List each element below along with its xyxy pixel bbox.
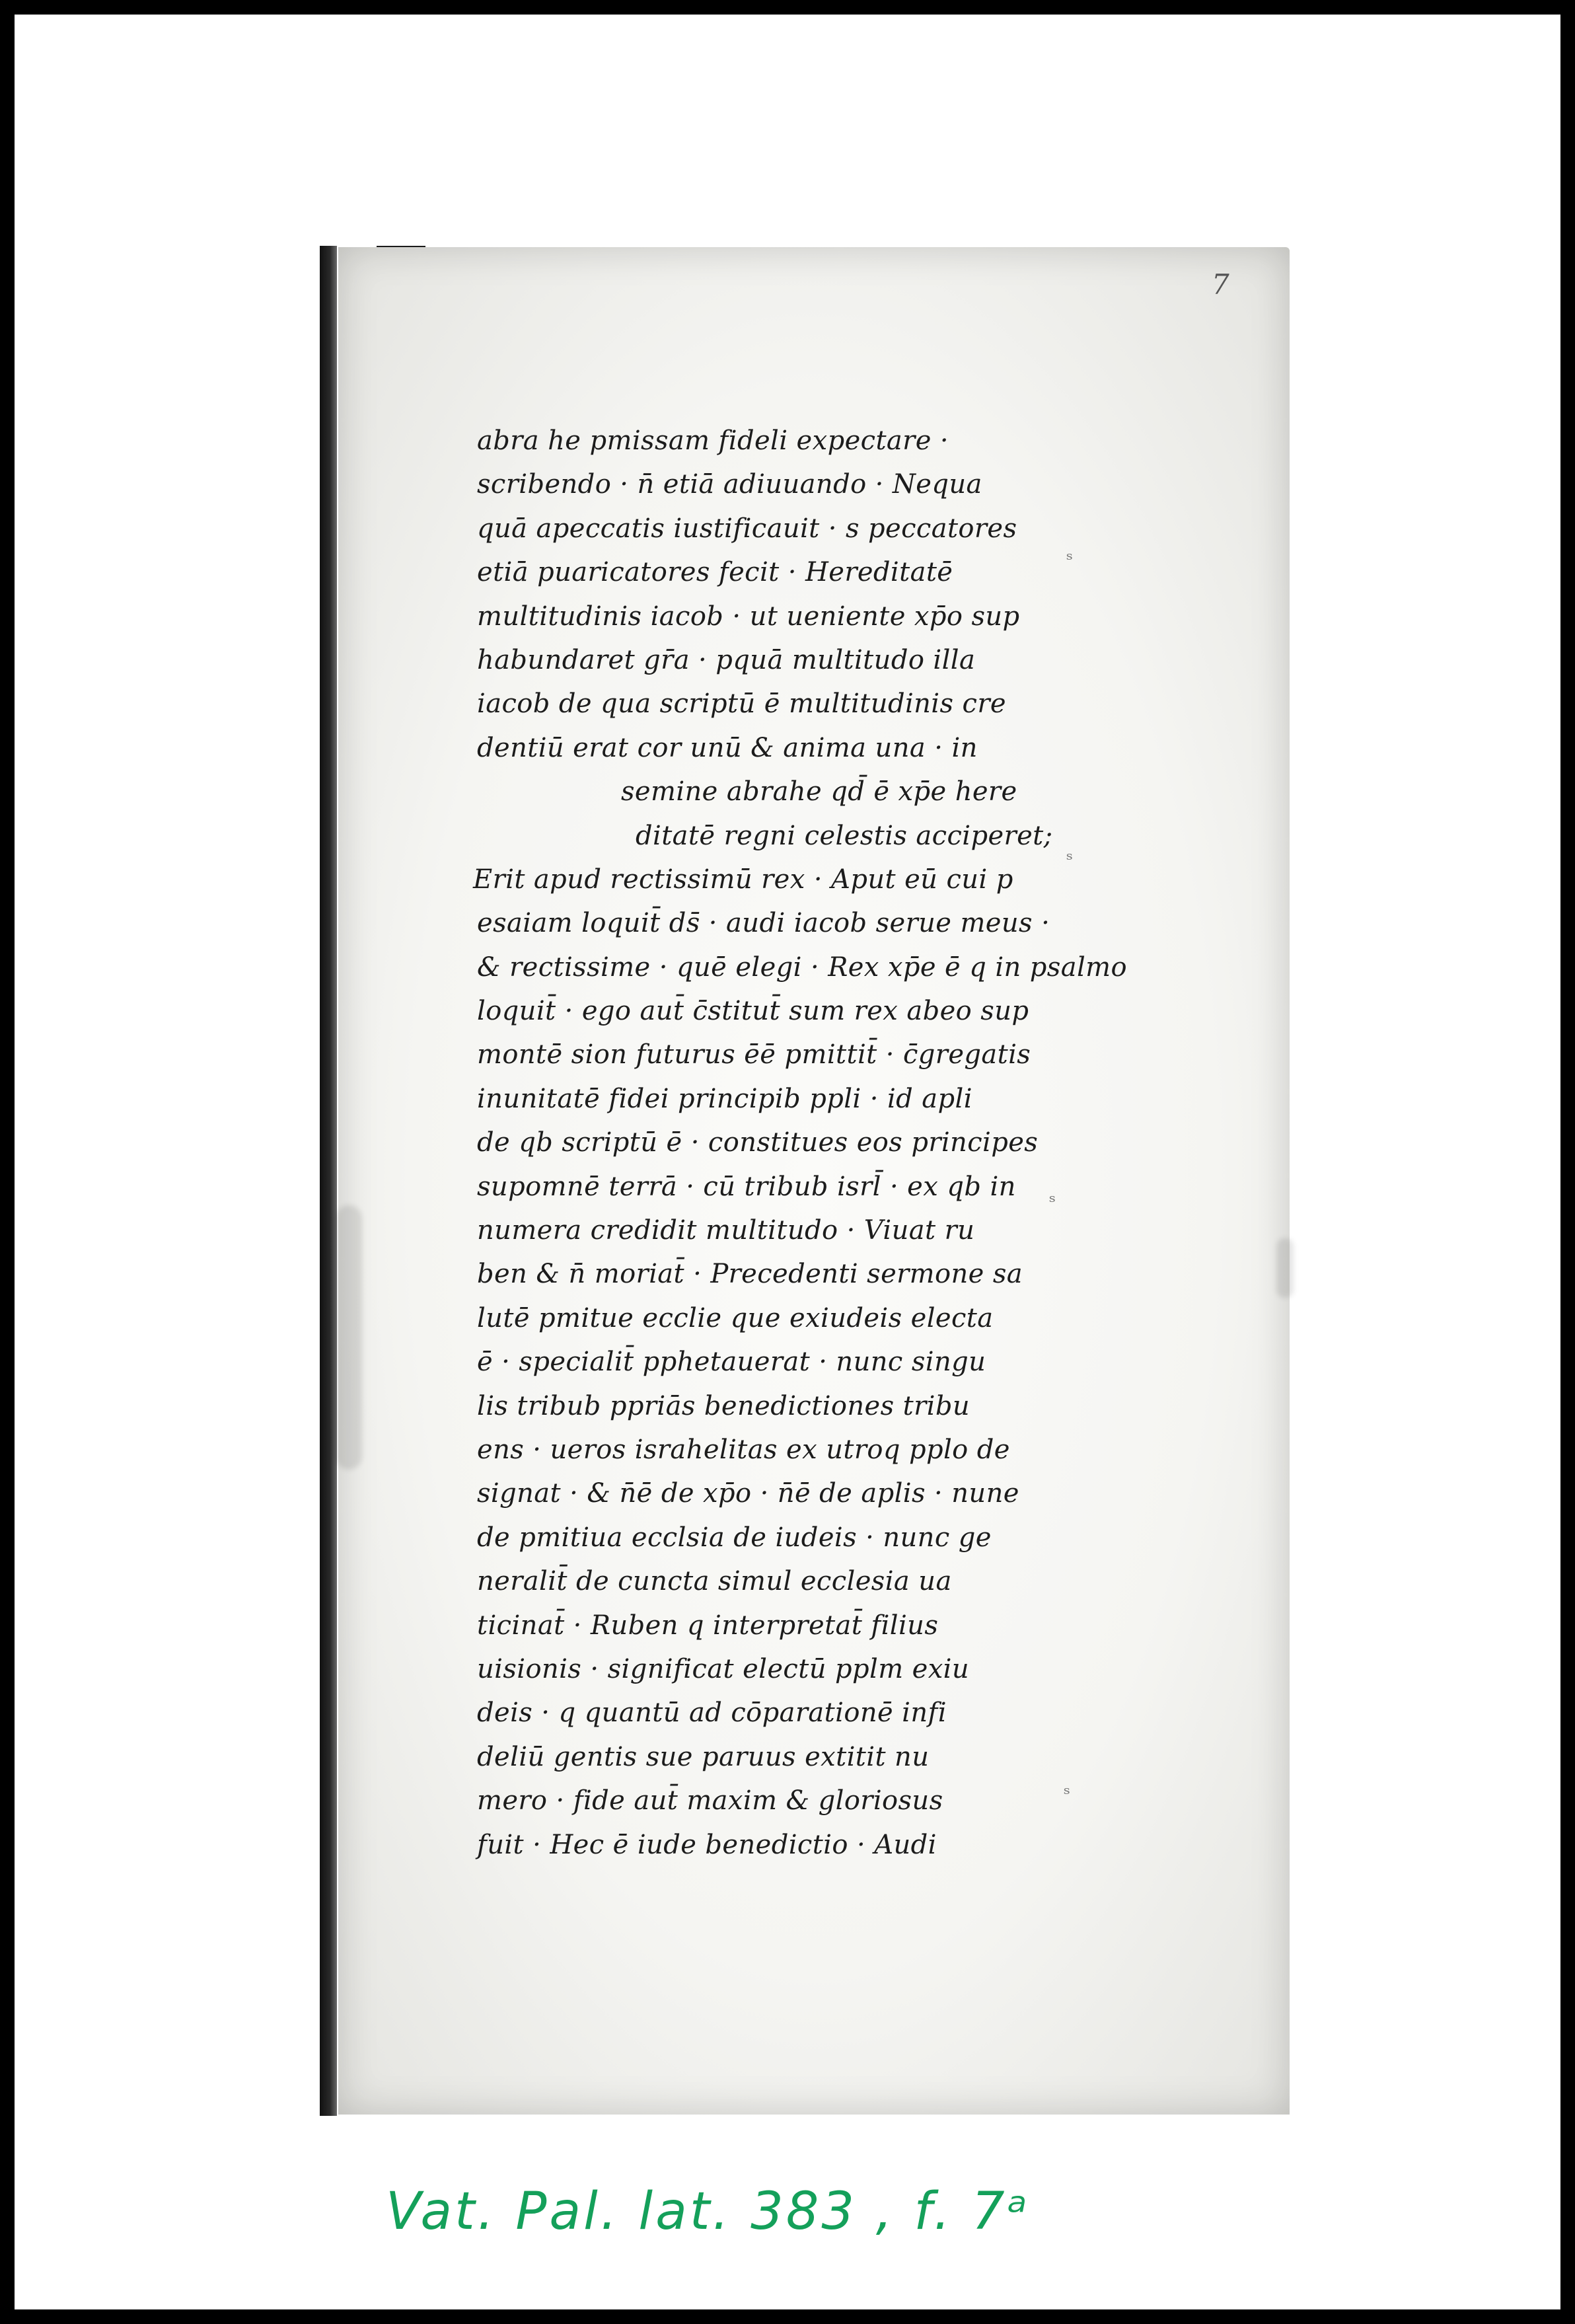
margin-mark: ˢ bbox=[1064, 1783, 1071, 1806]
text-line: neralit̄ de cuncta simul ecclesia ua bbox=[477, 1566, 952, 1597]
text-line: fuit · Hec ē iude benedictio · Audi bbox=[477, 1829, 937, 1860]
folio-number: 7 bbox=[1212, 268, 1229, 301]
text-line: de qb scriptū ē · constitues eos principes bbox=[477, 1127, 1039, 1158]
text-line: signat · & n̄ē de xp̄o · n̄ē de aplis · nune bbox=[477, 1478, 1019, 1509]
margin-mark: ˢ bbox=[1066, 848, 1074, 872]
text-line: ens · ueros israhelitas ex utroq pplo de bbox=[477, 1434, 1010, 1465]
text-line: mero · fide aut̄ maxim & gloriosus bbox=[477, 1785, 943, 1817]
binding-edge bbox=[320, 246, 337, 2116]
shelfmark-annotation: Vat. Pal. lat. 383 , f. 7ᵃ bbox=[386, 2182, 1031, 2241]
text-line: lis tribub ppriās benedictiones tribu bbox=[477, 1390, 971, 1421]
text-line: & rectissime · quē elegi · Rex xp̄e ē q in psalmo bbox=[477, 952, 1127, 983]
text-line: de pmitiua ecclsia de iudeis · nunc ge bbox=[477, 1522, 992, 1553]
text-line: inunitatē fidei principib ppli · id apli bbox=[477, 1083, 972, 1114]
text-line: etiā puaricatores fecit · Hereditatē bbox=[477, 557, 953, 588]
text-line: lutē pmitue ecclie que exiudeis electa bbox=[477, 1302, 994, 1333]
text-line: montē sion futurus ēē pmittit̄ · c̄gregatis bbox=[477, 1039, 1031, 1070]
text-line: habundaret gr̄a · pquā multitudo illa bbox=[477, 644, 976, 675]
text-line: numera credidit multitudo · Viuat ru bbox=[477, 1215, 975, 1246]
manuscript-text-block bbox=[473, 419, 1127, 1867]
text-line: ditatē regni celestis acciperet; bbox=[636, 820, 1053, 851]
text-line: iacob de qua scriptū ē multitudinis cre bbox=[477, 689, 1006, 720]
text-line: supomnē terrā · cū tribub isrl̄ · ex qb in bbox=[477, 1171, 1016, 1202]
text-line: deis · q quantū ad cōparationē infi bbox=[477, 1698, 947, 1729]
text-line: scribendo · n̄ etiā adiuuando · Nequa bbox=[477, 469, 982, 500]
text-line: esaiam loquit̄ ds̄ · audi iacob serue meus · bbox=[477, 908, 1050, 939]
stain-mark bbox=[1276, 1238, 1294, 1298]
text-line: deliū gentis sue paruus extitit nu bbox=[477, 1741, 930, 1772]
margin-mark: ˢ bbox=[1049, 1191, 1056, 1214]
photo-frame bbox=[15, 15, 1560, 2309]
text-line: abra he pmissam fideli expectare · bbox=[477, 426, 949, 456]
text-line: loquit̄ · ego aut̄ c̄stitut̄ sum rex abeo sup bbox=[477, 996, 1029, 1027]
text-line: semine abrahe qd̄ ē xp̄e here bbox=[621, 776, 1017, 807]
text-line: dentiū erat cor unū & anima una · in bbox=[477, 732, 978, 763]
text-line: multitudinis iacob · ut ueniente xp̄o sup bbox=[477, 601, 1020, 632]
text-line: ticinat̄ · Ruben q interpretat̄ filius bbox=[477, 1610, 939, 1641]
text-line: quā apeccatis iustificauit · s peccatores bbox=[477, 513, 1017, 544]
text-line: Erit apud rectissimū rex · Aput eū cui p bbox=[473, 864, 1013, 895]
text-line: ben & n̄ moriat̄ · Precedenti sermone sa bbox=[477, 1259, 1023, 1290]
stain-mark bbox=[336, 1205, 362, 1470]
text-line: uisionis · significat electū pplm exiu bbox=[477, 1653, 970, 1684]
margin-mark: ˢ bbox=[1066, 548, 1074, 572]
text-line: ē · specialit̄ pphetauerat · nunc singu bbox=[477, 1347, 986, 1378]
